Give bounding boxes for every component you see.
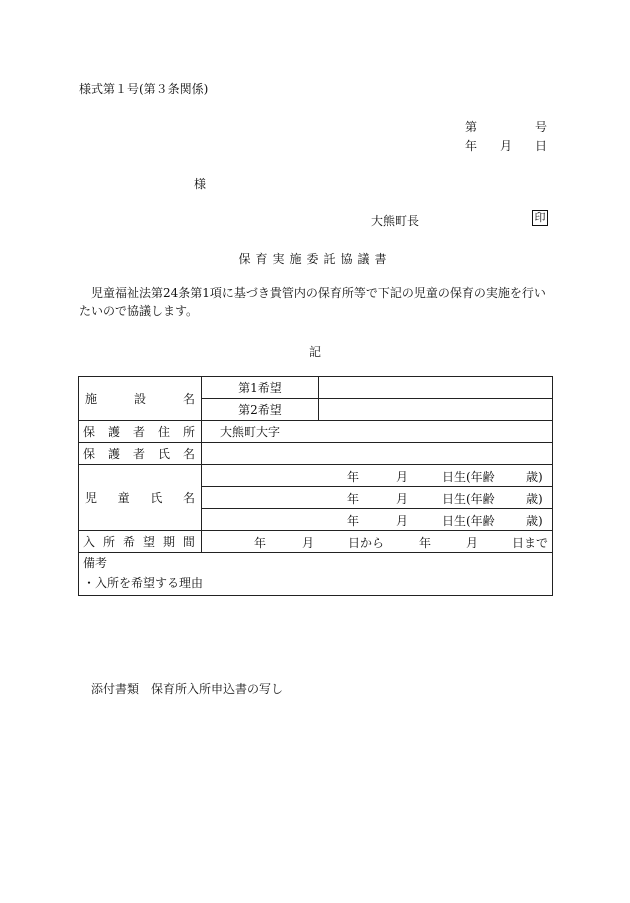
ki-heading: 記	[308, 345, 321, 359]
form-number: 様式第１号(第３条関係)	[79, 82, 209, 96]
table-row	[79, 465, 553, 487]
label-char: 所	[102, 535, 115, 549]
label-char: 希	[122, 535, 135, 549]
date-year: 年	[465, 139, 478, 153]
dob-line	[202, 487, 552, 508]
second-choice-label: 第2希望	[202, 399, 319, 421]
label-char: 氏	[150, 491, 163, 505]
period-from: 日から	[348, 536, 385, 550]
dob-born: 日生(年齢	[442, 470, 495, 484]
label-char: 護	[107, 425, 120, 439]
dob-born: 日生(年齢	[442, 514, 495, 528]
label-char: 名	[182, 392, 195, 406]
attachments-note: 添付書類 保育所入所申込書の写し	[91, 682, 284, 696]
dob-year: 年	[347, 492, 360, 506]
dob-month: 月	[396, 514, 409, 528]
second-choice-field[interactable]	[319, 399, 553, 421]
label-char: 望	[142, 535, 155, 549]
doc-number-suffix: 号	[535, 120, 548, 134]
remarks-item: ・入所を希望する理由	[83, 576, 204, 590]
child-row-1[interactable]	[202, 465, 553, 487]
label-char: 住	[157, 425, 170, 439]
label-char: 施	[85, 392, 98, 406]
guardian-address-field[interactable]	[202, 421, 553, 443]
period-year-from: 年	[254, 536, 267, 550]
period-field[interactable]	[202, 531, 553, 553]
table-row	[79, 553, 553, 596]
dob-month: 月	[396, 470, 409, 484]
doc-number-prefix: 第	[465, 120, 478, 134]
label-char: 名	[182, 491, 195, 505]
label-char: 保	[83, 447, 96, 461]
period-line	[202, 531, 552, 552]
period-until: 日まで	[512, 536, 549, 550]
consultation-table	[78, 376, 553, 596]
table-row	[79, 377, 553, 399]
label-char: 設	[133, 392, 146, 406]
table-row	[79, 443, 553, 465]
label-char: 入	[83, 535, 96, 549]
facility-label-cell	[79, 377, 202, 421]
period-label-cell	[79, 531, 202, 553]
guardian-address-value: 大熊町大字	[220, 425, 281, 439]
document-title: 保育実施委託協議書	[238, 252, 392, 266]
child-name-label-cell	[79, 465, 202, 531]
period-month-from: 月	[302, 536, 315, 550]
label-char: 者	[132, 447, 145, 461]
date-day: 日	[535, 139, 548, 153]
table-row	[79, 531, 553, 553]
label-char: 童	[117, 491, 130, 505]
label-char: 者	[132, 425, 145, 439]
dob-year: 年	[347, 514, 360, 528]
child-row-3[interactable]	[202, 509, 553, 531]
child-row-2[interactable]	[202, 487, 553, 509]
dob-line	[202, 509, 552, 530]
label-char: 保	[83, 425, 96, 439]
dob-month: 月	[396, 492, 409, 506]
label-char: 期	[162, 535, 175, 549]
guardian-name-label-cell	[79, 443, 202, 465]
sender-name: 大熊町長	[371, 214, 420, 228]
seal-mark: 印	[532, 210, 548, 226]
dob-born: 日生(年齢	[442, 492, 495, 506]
label-char: 児	[85, 491, 98, 505]
dob-year: 年	[347, 470, 360, 484]
table-row	[79, 421, 553, 443]
dob-age: 歳)	[526, 470, 543, 484]
label-char: 氏	[157, 447, 170, 461]
addressee-honorific: 様	[194, 177, 207, 191]
period-year-until: 年	[419, 536, 432, 550]
first-choice-field[interactable]	[319, 377, 553, 399]
dob-age: 歳)	[526, 514, 543, 528]
guardian-name-field[interactable]	[202, 443, 553, 465]
dob-line	[202, 465, 552, 486]
label-char: 所	[182, 425, 195, 439]
label-char: 護	[107, 447, 120, 461]
body-text: 児童福祉法第24条第1項に基づき貴管内の保育所等で下記の児童の保育の実施を行いたいので協議します。	[79, 286, 546, 318]
remarks-cell[interactable]	[79, 553, 553, 596]
dob-age: 歳)	[526, 492, 543, 506]
period-month-until: 月	[466, 536, 479, 550]
label-char: 名	[182, 447, 195, 461]
label-char: 間	[182, 535, 195, 549]
guardian-address-label-cell	[79, 421, 202, 443]
date-month: 月	[500, 139, 513, 153]
remarks-label: 備考	[83, 556, 108, 570]
first-choice-label: 第1希望	[202, 377, 319, 399]
